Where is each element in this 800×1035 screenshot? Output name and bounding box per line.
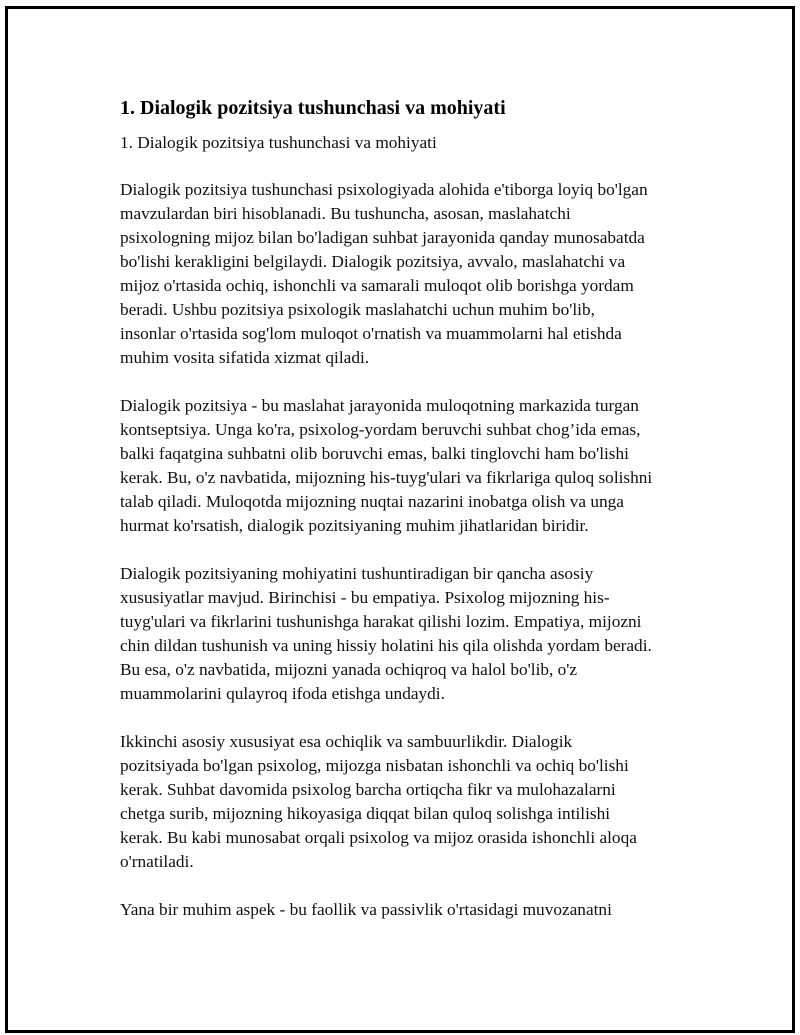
- paragraph-line: kerak. Bu, o'z navbatida, mijozning his-tuyg'ulari va fikrlariga quloq solishni: [120, 468, 653, 487]
- paragraph-line: o'rnatiladi.: [120, 852, 194, 871]
- paragraph-2: [120, 394, 690, 538]
- paragraph-line: Dialogik pozitsiya - bu maslahat jarayonida muloqotning markazida turgan: [120, 396, 639, 415]
- document-content: [120, 95, 690, 946]
- paragraph-line: kontseptsiya. Unga ko'ra, psixolog-yordam beruvchi suhbat chog’ida emas,: [120, 420, 641, 439]
- paragraph-line: muhim vosita sifatida xizmat qiladi.: [120, 348, 370, 367]
- paragraph-line: Ikkinchi asosiy xususiyat esa ochiqlik va sambuurlikdir. Dialogik: [120, 732, 573, 751]
- paragraph-1: [120, 178, 690, 370]
- paragraph-line: insonlar o'rtasida sog'lom muloqot o'rnatish va muammolarni hal etishda: [120, 324, 622, 343]
- document-subheading: 1. Dialogik pozitsiya tushunchasi va mohiyati: [120, 133, 437, 152]
- document-page: [5, 6, 795, 1033]
- paragraph-line: kerak. Bu kabi munosabat orqali psixolog va mijoz orasida ishonchli aloqa: [120, 828, 637, 847]
- paragraph-line: mavzulardan biri hisoblanadi. Bu tushuncha, asosan, maslahatchi: [120, 204, 571, 223]
- paragraph-3: [120, 562, 690, 706]
- paragraph-line: mijoz o'rtasida ochiq, ishonchli va samarali muloqot olib borishga yordam: [120, 276, 634, 295]
- paragraph-line: psixologning mijoz bilan bo'ladigan suhbat jarayonida qanday munosabatda: [120, 228, 645, 247]
- paragraph-line: hurmat ko'rsatish, dialogik pozitsiyaning muhim jihatlaridan biridir.: [120, 516, 589, 535]
- paragraph-line: balki faqatgina suhbatni olib boruvchi emas, balki tinglovchi ham bo'lishi: [120, 444, 629, 463]
- paragraph-line: tuyg'ulari va fikrlarini tushunishga harakat qilishi lozim. Empatiya, mijozni: [120, 612, 642, 631]
- paragraph-4: [120, 730, 690, 874]
- paragraph-line: chetga surib, mijozning hikoyasiga diqqat bilan quloq solishga intilishi: [120, 804, 611, 823]
- paragraph-line: chin dildan tushunish va uning hissiy holatini his qila olishda yordam beradi.: [120, 636, 652, 655]
- paragraph-line: beradi. Ushbu pozitsiya psixologik maslahatchi uchun muhim bo'lib,: [120, 300, 595, 319]
- paragraph-line: Dialogik pozitsiyaning mohiyatini tushuntiradigan bir qancha asosiy: [120, 564, 594, 583]
- paragraph-line: Dialogik pozitsiya tushunchasi psixologiyada alohida e'tiborga loyiq bo'lgan: [120, 180, 648, 199]
- paragraph-line: Yana bir muhim aspek - bu faollik va passivlik o'rtasidagi muvozanatni: [120, 900, 612, 919]
- paragraph-line: pozitsiyada bo'lgan psixolog, mijozga nisbatan ishonchli va ochiq bo'lishi: [120, 756, 629, 775]
- paragraph-line: talab qiladi. Muloqotda mijozning nuqtai nazarini inobatga olish va unga: [120, 492, 624, 511]
- paragraph-line: bo'lishi kerakligini belgilaydi. Dialogik pozitsiya, avvalo, maslahatchi va: [120, 252, 626, 271]
- paragraph-line: xususiyatlar mavjud. Birinchisi - bu empatiya. Psixolog mijozning his-: [120, 588, 610, 607]
- paragraph-line: kerak. Suhbat davomida psixolog barcha ortiqcha fikr va mulohazalarni: [120, 780, 616, 799]
- document-heading: 1. Dialogik pozitsiya tushunchasi va mohiyati: [120, 97, 506, 119]
- paragraph-line: Bu esa, o'z navbatida, mijozni yanada ochiqroq va halol bo'lib, o'z: [120, 660, 578, 679]
- paragraph-5: [120, 898, 690, 922]
- paragraph-line: muammolarini qulayroq ifoda etishga undaydi.: [120, 684, 445, 703]
